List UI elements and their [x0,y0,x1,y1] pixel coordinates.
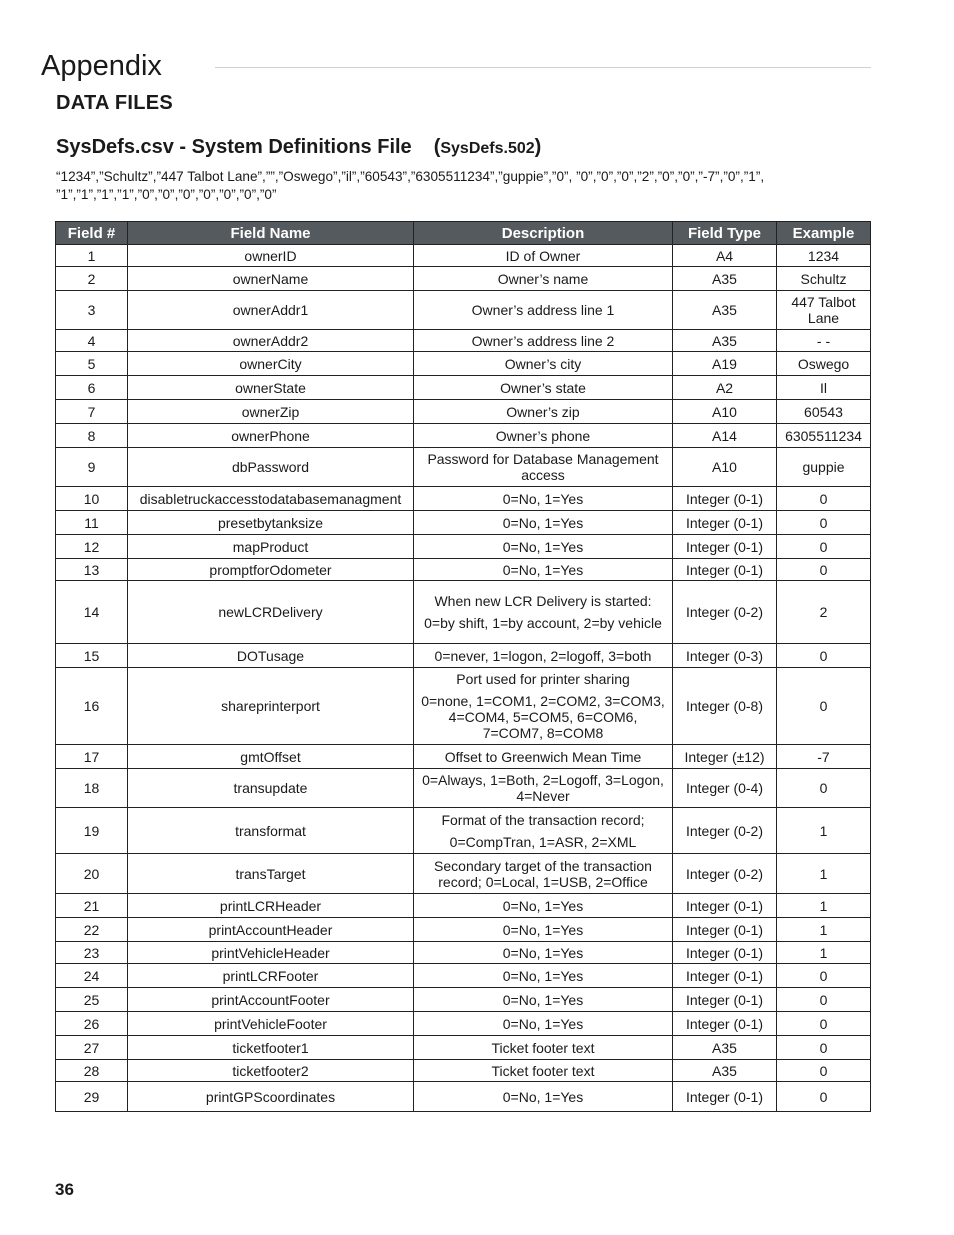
field-name-cell: presetbytanksize [128,511,414,535]
description-line: Owner’s zip [506,403,580,420]
field-number-cell: 21 [56,894,128,918]
table-row [56,535,871,559]
description-cell [414,942,673,964]
description-line: Owner’s city [504,355,582,372]
table-row [56,769,871,808]
field-number-cell: 8 [56,424,128,448]
example-cell: Schultz [777,267,871,291]
example-cell: 1 [777,808,871,854]
example-cell: 0 [777,1082,871,1112]
field-type-cell: Integer (0-3) [673,644,777,668]
description-cell [414,854,673,894]
description-line: Offset to Greenwich Mean Time [444,748,642,765]
field-number-cell: 23 [56,942,128,964]
field-number-cell: 12 [56,535,128,559]
description-cell [414,267,673,291]
field-name-cell: ownerZip [128,400,414,424]
example-cell: 1 [777,942,871,964]
field-name-cell: dbPassword [128,448,414,487]
field-name-cell: newLCRDelivery [128,581,414,644]
file-title-text: SysDefs.csv - System Definitions File [56,136,412,158]
field-name-cell: printLCRHeader [128,894,414,918]
table-row [56,1036,871,1060]
table-row [56,352,871,376]
table-row [56,267,871,291]
field-number-cell: 9 [56,448,128,487]
description-line: Password for Database Management access [427,451,659,483]
section-title: DATA FILES [56,92,174,114]
field-name-cell: printGPScoordinates [128,1082,414,1112]
table-row [56,918,871,942]
description-line: Owner’s name [497,270,589,287]
field-type-cell: A35 [673,291,777,330]
example-cell: - - [777,330,871,352]
field-type-cell: Integer (0-1) [673,487,777,511]
table-row [56,942,871,964]
table-row [56,376,871,400]
description-line: 0=Always, 1=Both, 2=Logoff, 3=Logon, 4=Never [422,772,664,804]
field-type-cell: Integer (0-1) [673,988,777,1012]
field-name-cell: promptforOdometer [128,559,414,581]
field-number-cell: 29 [56,1082,128,1112]
table-row [56,988,871,1012]
field-type-cell: A35 [673,330,777,352]
field-number-cell: 15 [56,644,128,668]
description-line: Ticket footer text [491,1062,595,1079]
description-line: Secondary target of the transaction record; 0=Local, 1=USB, 2=Office [434,857,652,890]
field-type-cell: Integer (0-2) [673,808,777,854]
table-row [56,330,871,352]
field-number-cell: 3 [56,291,128,330]
field-type-cell: A35 [673,1060,777,1082]
field-name-cell: transformat [128,808,414,854]
field-name-cell: ticketfooter1 [128,1036,414,1060]
description-line: 0=No, 1=Yes [502,944,584,961]
description-cell [414,330,673,352]
header-example: Example [777,222,871,245]
field-name-cell: gmtOffset [128,745,414,769]
table-row [56,644,871,668]
table-row [56,487,871,511]
field-type-cell: Integer (0-8) [673,668,777,745]
field-number-cell: 19 [56,808,128,854]
field-type-cell: Integer (0-1) [673,1082,777,1112]
field-number-cell: 6 [56,376,128,400]
description-cell [414,808,673,854]
field-name-cell: printLCRFooter [128,964,414,988]
description-cell [414,511,673,535]
field-type-cell: A10 [673,400,777,424]
example-cell: 0 [777,487,871,511]
field-number-cell: 1 [56,245,128,267]
field-type-cell: Integer (0-2) [673,581,777,644]
description-cell [414,1036,673,1060]
field-name-cell: printAccountHeader [128,918,414,942]
description-cell [414,1082,673,1112]
example-cell: 2 [777,581,871,644]
description-cell [414,424,673,448]
field-type-cell: A19 [673,352,777,376]
field-name-cell: ownerState [128,376,414,400]
field-name-cell: ownerPhone [128,424,414,448]
description-line: 0=No, 1=Yes [502,538,584,555]
field-number-cell: 18 [56,769,128,808]
field-number-cell: 13 [56,559,128,581]
example-cell: 0 [777,1060,871,1082]
field-type-cell: Integer (0-4) [673,769,777,808]
example-cell: 1 [777,894,871,918]
description-line: 0=No, 1=Yes [502,967,584,984]
field-name-cell: shareprinterport [128,668,414,745]
field-number-cell: 11 [56,511,128,535]
field-name-cell: printAccountFooter [128,988,414,1012]
table-body [56,245,871,1112]
field-type-cell: Integer (0-1) [673,535,777,559]
table-row [56,854,871,894]
example-cell: -7 [777,745,871,769]
field-type-cell: Integer (0-1) [673,964,777,988]
field-name-cell: ownerName [128,267,414,291]
table-row [56,1012,871,1036]
file-alias-text: SysDefs.502 [440,140,535,157]
field-number-cell: 14 [56,581,128,644]
file-alias [433,136,542,158]
example-cell: 0 [777,511,871,535]
table-row [56,448,871,487]
description-cell [414,535,673,559]
field-type-cell: A2 [673,376,777,400]
description-line: 0=No, 1=Yes [502,561,584,578]
table-row [56,894,871,918]
field-name-cell: disabletruckaccesstodatabasemanagment [128,487,414,511]
page-title: Appendix [41,50,162,82]
description-line: Owner’s phone [495,427,591,444]
page-number: 36 [55,1180,74,1199]
example-cell: 6305511234 [777,424,871,448]
description-line: 0=No, 1=Yes [502,514,584,531]
header-field-number: Field # [56,222,128,245]
field-name-cell: transupdate [128,769,414,808]
description-cell [414,988,673,1012]
field-number-cell: 4 [56,330,128,352]
table-row [56,245,871,267]
description-line: 0=No, 1=Yes [502,490,584,507]
field-name-cell: mapProduct [128,535,414,559]
description-cell [414,448,673,487]
table-row [56,424,871,448]
description-cell [414,668,673,745]
example-cell: Il [777,376,871,400]
example-cell: 0 [777,644,871,668]
description-line: Format of the transaction record; [441,811,645,828]
example-cell: Oswego [777,352,871,376]
example-cell: 0 [777,1012,871,1036]
description-cell [414,644,673,668]
description-line: Owner’s state [500,379,586,396]
field-type-cell: Integer (0-2) [673,854,777,894]
field-type-cell: A35 [673,1036,777,1060]
description-cell [414,581,673,644]
example-cell: 0 [777,988,871,1012]
description-cell [414,559,673,581]
field-number-cell: 7 [56,400,128,424]
header-description: Description [414,222,673,245]
example-cell: guppie [777,448,871,487]
paren-close: ) [534,136,542,158]
file-title [56,136,541,159]
field-name-cell: ownerCity [128,352,414,376]
table-row [56,964,871,988]
description-cell [414,894,673,918]
description-cell [414,918,673,942]
description-line: Port used for printer sharing [456,671,630,687]
example-cell: 0 [777,769,871,808]
description-line: 0=No, 1=Yes [502,1088,584,1105]
field-name-cell: ownerAddr1 [128,291,414,330]
field-definitions-table [55,221,871,1112]
example-cell: 447 Talbot Lane [777,291,871,330]
description-line: 0=No, 1=Yes [502,991,584,1008]
sample-record: “1234”,”Schultz”,”447 Talbot Lane”,””,”Oswego”,”il”,”60543”,”6305511234”,”guppie”,”0”, ”0”,”0”,”0”,”2”,”0”,”0”,”-7”,”0”,”1”, ”1”,”1”,”1”,”1”,”0”,”0”,”0”,”0”,”0”,”0”,”0” [56,169,765,202]
description-cell [414,745,673,769]
field-name-cell: printVehicleHeader [128,942,414,964]
description-cell [414,964,673,988]
description-cell [414,400,673,424]
table-row [56,668,871,745]
example-cell: 1 [777,854,871,894]
table-row [56,1060,871,1082]
field-number-cell: 16 [56,668,128,745]
example-cell: 0 [777,559,871,581]
description-cell [414,487,673,511]
table-row [56,511,871,535]
field-type-cell: Integer (±12) [673,745,777,769]
field-type-cell: Integer (0-1) [673,918,777,942]
description-line: 0=No, 1=Yes [502,1015,584,1032]
example-cell: 0 [777,964,871,988]
table-row [56,400,871,424]
description-line: 0=none, 1=COM1, 2=COM2, 3=COM3, 4=COM4, 5=COM5, 6=COM6, 7=COM7, 8=COM8 [421,693,665,741]
field-number-cell: 20 [56,854,128,894]
header-field-name: Field Name [128,222,414,245]
field-type-cell: Integer (0-1) [673,511,777,535]
description-line: 0=CompTran, 1=ASR, 2=XML [449,833,637,850]
field-number-cell: 24 [56,964,128,988]
description-cell [414,769,673,808]
header-rule [215,67,871,68]
table-row [56,559,871,581]
field-type-cell: Integer (0-1) [673,942,777,964]
description-line: Ticket footer text [491,1039,595,1056]
table-row [56,581,871,644]
field-type-cell: A4 [673,245,777,267]
paren-open: ( [433,136,441,158]
table-row [56,1082,871,1112]
example-cell: 1234 [777,245,871,267]
field-number-cell: 25 [56,988,128,1012]
description-line: 0=No, 1=Yes [502,897,584,914]
field-type-cell: Integer (0-1) [673,894,777,918]
description-cell [414,291,673,330]
field-number-cell: 10 [56,487,128,511]
example-cell: 0 [777,1036,871,1060]
description-cell [414,352,673,376]
header-field-type: Field Type [673,222,777,245]
field-number-cell: 26 [56,1012,128,1036]
description-cell [414,1012,673,1036]
table-row [56,291,871,330]
field-name-cell: printVehicleFooter [128,1012,414,1036]
field-name-cell: ticketfooter2 [128,1060,414,1082]
table-row [56,808,871,854]
description-line: When new LCR Delivery is started: [434,593,652,609]
field-number-cell: 22 [56,918,128,942]
example-cell: 1 [777,918,871,942]
description-line: 0=No, 1=Yes [502,921,584,938]
description-line: 0=by shift, 1=by account, 2=by vehicle [424,615,662,631]
description-cell [414,245,673,267]
field-number-cell: 28 [56,1060,128,1082]
field-type-cell: A35 [673,267,777,291]
table-row [56,745,871,769]
field-name-cell: transTarget [128,854,414,894]
field-name-cell: ownerAddr2 [128,330,414,352]
field-number-cell: 27 [56,1036,128,1060]
description-line: Owner’s address line 2 [471,332,615,349]
field-type-cell: A14 [673,424,777,448]
table-header-row [56,222,871,245]
field-name-cell: DOTusage [128,644,414,668]
description-line: Owner’s address line 1 [471,302,615,318]
description-line: ID of Owner [505,247,581,264]
field-number-cell: 17 [56,745,128,769]
description-cell [414,1060,673,1082]
example-cell: 0 [777,535,871,559]
example-cell: 60543 [777,400,871,424]
description-line: 0=never, 1=logon, 2=logoff, 3=both [434,647,652,664]
field-name-cell: ownerID [128,245,414,267]
field-type-cell: Integer (0-1) [673,1012,777,1036]
field-type-cell: Integer (0-1) [673,559,777,581]
example-cell: 0 [777,668,871,745]
field-number-cell: 2 [56,267,128,291]
page-header [41,48,871,88]
field-type-cell: A10 [673,448,777,487]
description-cell [414,376,673,400]
field-number-cell: 5 [56,352,128,376]
